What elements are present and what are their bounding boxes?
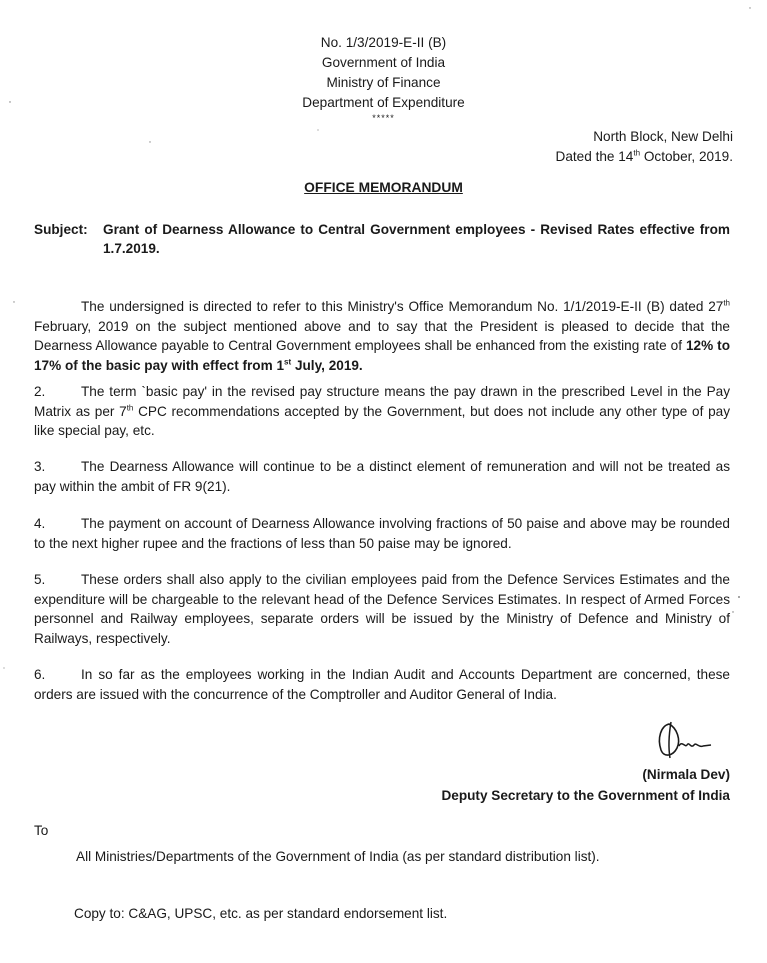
paragraph-number: 5. — [34, 572, 46, 587]
paragraph-number: 2. — [34, 384, 46, 399]
paragraph-6: 6. In so far as the employees working in the Indian Audit and Accounts Department are concerned, these orders are issued with the concurrence of the Comptroller and Auditor General of India. — [34, 667, 730, 702]
paragraph-number: 3. — [34, 459, 46, 474]
paragraph-4: 4. The payment on account of Dearness Allowance involving fractions of 50 paise and above may be rounded to the next higher rupee and the fractions of less than 50 paise may be ignored. — [34, 516, 730, 551]
date-line: Dated the 14th October, 2019. — [555, 148, 733, 164]
paragraph-5: 5. These orders shall also apply to the civilian employees paid from the Defence Services Estimates and the expenditure will be chargeable to the relevant head of the Defence Services Estimates. In respect of Armed Forces personnel and Railway employees, separate orders will be issued by the Ministry of Defence and Ministry of Railways, respectively. — [34, 572, 730, 646]
subject-text: Grant of Dearness Allowance to Central Government employees - Revised Rates effective from 1.7.2019. — [103, 222, 730, 256]
to-label: To — [34, 823, 49, 838]
paragraph-number: 6. — [34, 667, 46, 682]
paragraph-1: The undersigned is directed to refer to this Ministry's Office Memorandum No. 1/1/2019-E-II (B) dated 27th February, 2019 on the subject mentioned above and to say that the President is pleased to decide that the Dearness Allowance payable to Central Government employees shall be enhanced from the existing rate of 12% to 17% of the basic pay with effect from 1st July, 2019. — [34, 298, 730, 373]
to-recipients: All Ministries/Departments of the Government of India (as per standard distribution list). — [76, 849, 600, 864]
file-number: No. 1/3/2019-E-II (B) — [320, 35, 447, 50]
department-line: Department of Expenditure — [302, 95, 465, 110]
signatory-name: (Nirmala Dev) — [642, 767, 730, 782]
ministry-line: Ministry of Finance — [326, 75, 441, 90]
document-title: OFFICE MEMORANDUM — [304, 180, 463, 195]
paragraph-3: 3. The Dearness Allowance will continue to be a distinct element of remuneration and will not be treated as pay within the ambit of FR 9(21). — [34, 459, 730, 494]
location: North Block, New Delhi — [593, 129, 733, 144]
subject-label: Subject: — [34, 222, 88, 237]
paragraph-number: 4. — [34, 516, 46, 531]
paragraph-2: 2. The term `basic pay' in the revised pay structure means the pay drawn in the prescribed Level in the Pay Matrix as per 7th CPC recommendations accepted by the Government, but does not include any other type of pay like special pay, etc. — [34, 384, 730, 438]
signatory-designation: Deputy Secretary to the Government of India — [441, 788, 730, 803]
government-line: Government of India — [321, 55, 446, 70]
copy-to-line: Copy to: C&AG, UPSC, etc. as per standard endorsement list. — [74, 906, 448, 921]
separator-stars: ***** — [372, 113, 395, 123]
